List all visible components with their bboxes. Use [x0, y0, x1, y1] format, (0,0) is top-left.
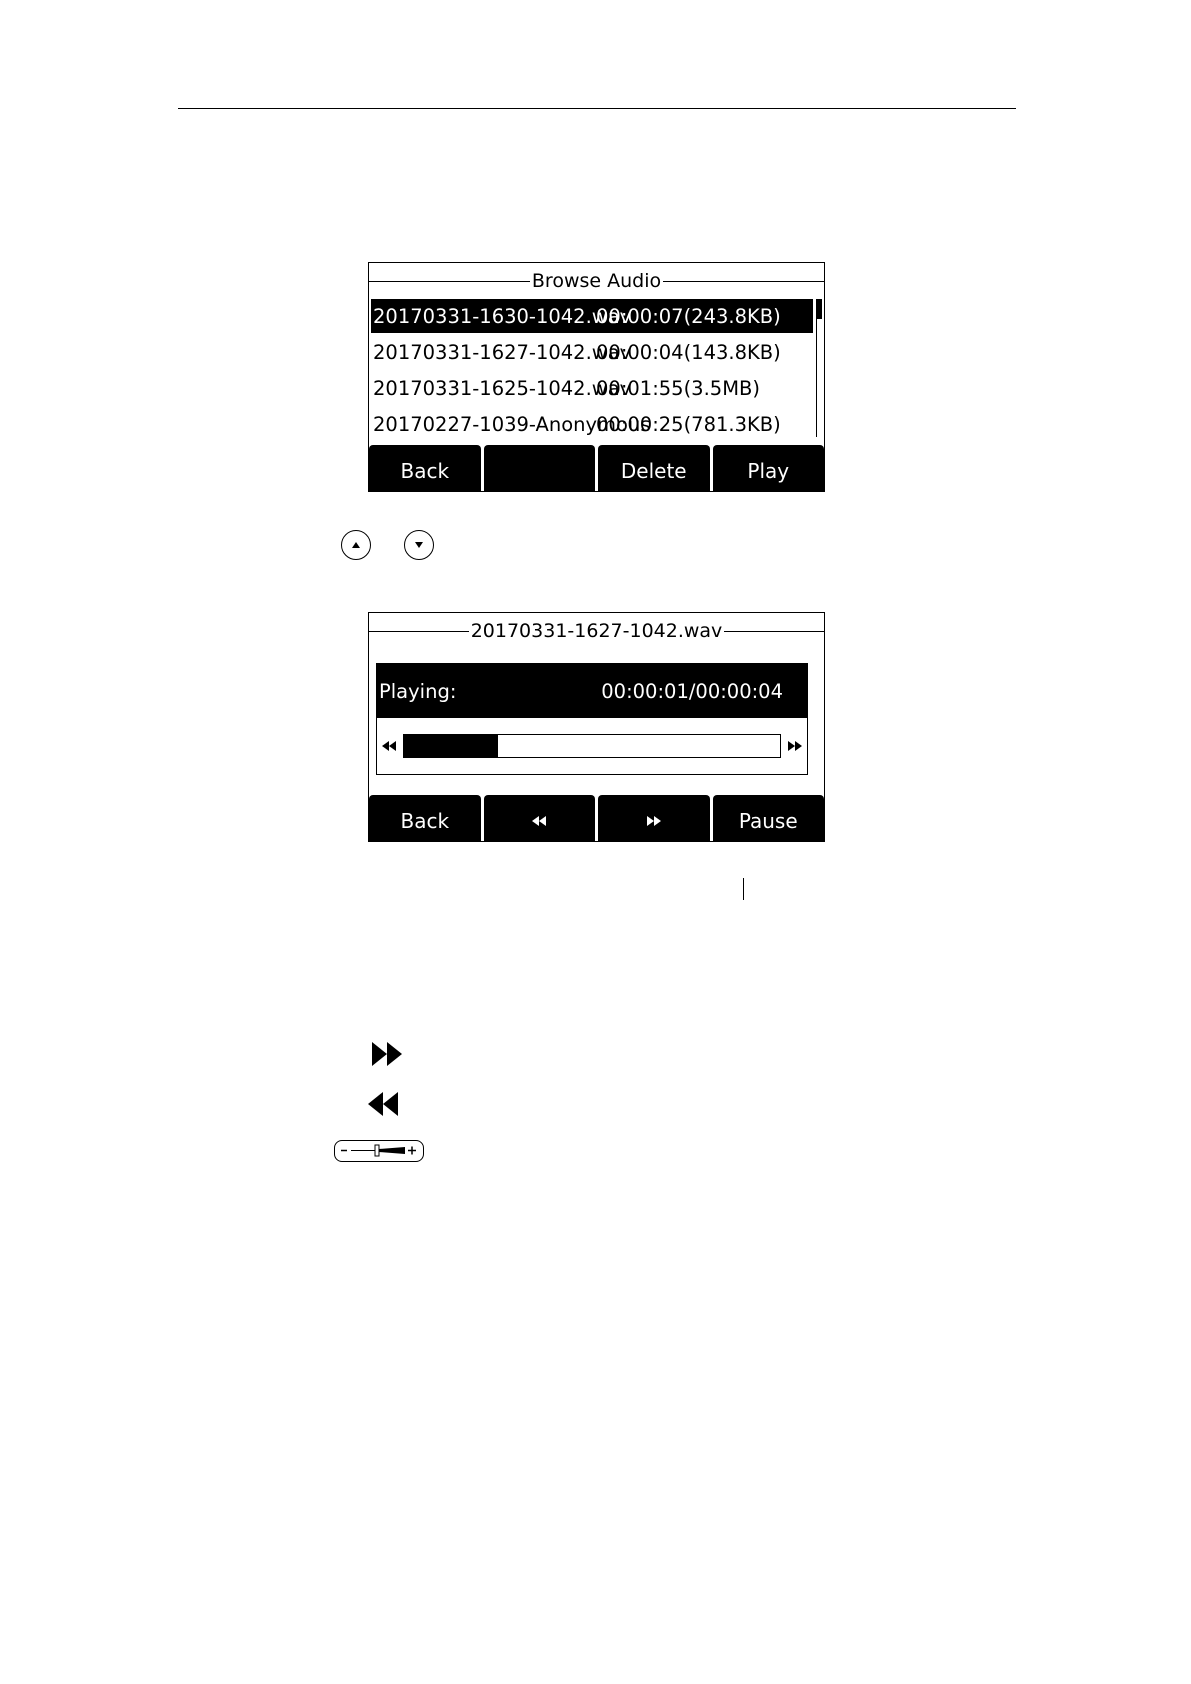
text-cursor-mark: [743, 878, 744, 900]
list-item-meta: 00:01:55(3.5MB): [596, 376, 761, 400]
fast-forward-icon: [371, 1040, 403, 1072]
rewind-button[interactable]: [484, 795, 596, 841]
list-item-filename: 20170227-1039-Anonymous: [373, 412, 651, 436]
rewind-icon: [381, 737, 397, 756]
up-arrow-key-icon: [341, 530, 371, 560]
header-rule: [178, 108, 1016, 109]
pause-button[interactable]: Pause: [713, 795, 825, 841]
rewind-icon: [367, 1090, 399, 1122]
audio-file-list: [371, 299, 813, 443]
player-status-bar: [377, 664, 807, 718]
fast-forward-button[interactable]: [598, 795, 710, 841]
list-item-filename: 20170331-1627-1042.wav: [373, 340, 632, 364]
volume-key-icon: [334, 1140, 424, 1162]
fast-forward-icon: [787, 737, 803, 756]
list-item[interactable]: [371, 407, 813, 441]
list-item-filename: 20170331-1625-1042.wav: [373, 376, 632, 400]
progress-bar-fill: [404, 735, 498, 757]
fast-forward-icon: [646, 815, 662, 827]
playing-label: Playing:: [379, 679, 457, 703]
list-item-meta: 00:00:25(781.3KB): [596, 412, 781, 436]
browse-audio-screen: [368, 262, 825, 492]
list-item[interactable]: [371, 371, 813, 405]
list-item-meta: 00:00:07(243.8KB): [596, 304, 781, 328]
player-title: 20170331-1627-1042.wav: [470, 620, 723, 642]
list-item[interactable]: [371, 299, 813, 333]
player-title-bar: [369, 619, 824, 643]
list-item[interactable]: [371, 335, 813, 369]
player-panel: [376, 663, 808, 775]
browse-softkeys: [369, 445, 824, 491]
progress-row: [377, 718, 807, 774]
list-item-meta: 00:00:04(143.8KB): [596, 340, 781, 364]
empty-softkey[interactable]: [484, 445, 596, 491]
player-softkeys: [369, 795, 824, 841]
list-scrollbar[interactable]: [816, 299, 822, 437]
progress-bar[interactable]: [403, 734, 781, 758]
back-button[interactable]: Back: [369, 795, 481, 841]
rewind-icon: [531, 815, 547, 827]
delete-button[interactable]: Delete: [598, 445, 710, 491]
play-button[interactable]: Play: [713, 445, 825, 491]
down-arrow-key-icon: [404, 530, 434, 560]
list-scrollbar-thumb[interactable]: [817, 299, 822, 319]
browse-audio-title-bar: [369, 269, 824, 293]
back-button[interactable]: Back: [369, 445, 481, 491]
browse-audio-title: Browse Audio: [531, 270, 662, 292]
audio-player-screen: [368, 612, 825, 842]
playback-time: 00:00:01/00:00:04: [601, 679, 783, 703]
list-item-filename: 20170331-1630-1042.wav: [373, 304, 632, 328]
